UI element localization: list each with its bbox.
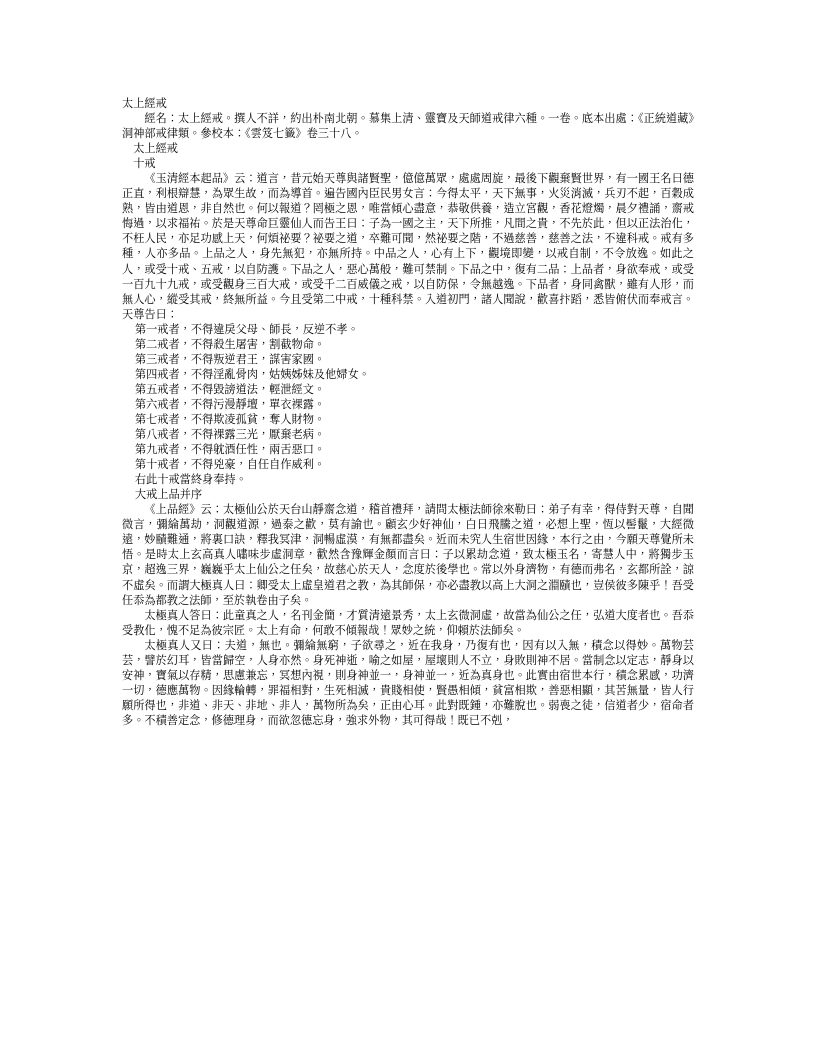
precept-item-6: 第六戒者，不得污漫靜壇，單衣裸露。 [134, 397, 326, 411]
precept-item-9: 第九戒者，不得躭酒任性，兩舌惡口。 [134, 443, 326, 457]
section-heading-ten-precepts: 十戒 [133, 157, 156, 171]
section-heading-great-precepts: 大戒上品并序 [134, 488, 203, 502]
precept-item-8: 第八戒者，不得裸露三光，厭棄老病。 [134, 428, 326, 442]
document-text-body [122, 96, 694, 728]
precept-item-3: 第三戒者，不得叛逆君王，謀害家國。 [134, 352, 326, 366]
precept-item-4: 第四戒者，不得淫亂骨肉，姑姨姊妹及他婦女。 [134, 367, 370, 381]
document-heading-title: 太上經戒 [122, 97, 167, 110]
paragraph-shangpin-jing: 《上品經》云：太極仙公於天台山靜齋念道，稽首禮拜，請問太極法師徐來勒曰：弟子有幸，得侍對天尊，自聞微言，彌綸萬劫，洞觀道源，過泰之歡，莫有諭也。顧玄少好神仙，白日飛騰之道，必想上聖，恆以髻鬣，大經微遠，妙賾難通，將裏口訣，釋我冥津，洞暢虛漠，有無都盡矣。近而未究人生宿世因緣，本行之由，今願天尊覺所未悟。是時太上玄高真人嘯味步虛洞章，歡然含豫輝金顏而言曰：子以累劫念道，致太極玉名，寄慧人中，將獨步玉京，超逸三界，巍巍乎太上仙公之任矣，故慈心於天人，念度於後學也。常以外身濟物，有德而弗名，玄都所詮，諒不虛矣。而謂大極真人曰：卿受太上虛皇道君之教，為其師保，亦必盡教以高上大洞之淵賾也，豈侯彼多陳乎！吾受任忝為都教之法師，至於執卷由子矣。 [122, 503, 694, 607]
colophon-paragraph: 經名：太上經戒。撰人不詳，約出朴南北朝。慕集上清、靈寶及天師道戒律六種。一卷。底本出處：《正統道藏》洞神部戒律類。參校本：《雲笈七籤》卷三十八。 [122, 112, 694, 141]
precept-item-1: 第一戒者，不得違戾父母、師長，反逆不孝。 [134, 322, 359, 336]
precept-item-10: 第十戒者，不得兇豪，自任自作威利。 [134, 458, 326, 472]
precepts-closing-line: 右此十戒當終身奉持。 [134, 473, 247, 487]
paragraph-taiji-answer: 太極真人答曰：此童真之人，名刊金簡，才質清遠景秀，太上玄微洞虛，故當為仙公之任，弘道大度者也。吾忝受教化，愧不足為彼宗匠。太上有命，何敢不傾報哉！眾妙之統，仰賴於法師矣。 [122, 608, 694, 637]
paragraph-yuqing-benqi: 《玉清經本起品》云：道言，昔元始天尊與諸賢聖，億億萬眾，處處周旋，最後下觀棄賢世界，有一國王名曰德正直，利根辯慧，為眾生故，而為導首。遍告國內臣民男女言：今得太平，天下無事，火災消滅，兵刃不起，百穀成熟，皆由道恩，非自然也。何以報道？罔極之恩，唯當傾心盡意，恭敬供養，造立宮觀，香花燈燭，晨夕禮誦，齋戒悔過，以求福祐。於是天尊命巨靈仙人而告王曰：子為一國之主，天下所推，凡間之貴，不先於此，但以正法治化，不枉人民，亦足功感上天，何煩祕要？祕要之道，卒難可聞，然祕要之階，不過慈善，慈善之法，不違科戒。戒有多種，人亦多品。上品之人，身先無犯，亦無所持。中品之人，心有上下，觀境即變，以戒自制，不令放逸。如此之人，或受十戒、五戒，以自防護。下品之人，惡心萬般，難可禁制。下品之中，復有二品：上品者，身欲奉戒，或受一百九十九戒，或受觀身三百大戒，或受千二百威儀之戒，以自防保，令無越逸。下品者，身同禽獸，雖有人形，而無人心，縱受其戒，終無所益。今且受第二中戒，十種科禁。入道初門，諸人聞說，歡喜抃蹈，悉皆俯伏而奉戒言。天尊告曰： [122, 172, 694, 321]
precept-item-7: 第七戒者，不得欺凌孤貧，奪人財物。 [134, 412, 326, 426]
section-heading-inner-title: 太上經戒 [133, 142, 178, 156]
precept-item-5: 第五戒者，不得毀謗道法，輕泄經文。 [134, 382, 326, 396]
paragraph-taiji-further: 太極真人又曰：夫道，無也。彌綸無窮，子欲尋之，近在我身，乃復有也，因有以入無，積念以得妙。萬物芸芸，譬於幻耳，皆當歸空，人身亦然。身死神逝，喻之如屋，屋壞則人不立，身敗則神不居。當制念以定志，靜身以安神，寶氣以存精，思慮兼忘，冥想內視，則身神並一，身神並一，近為真身也。此實由宿世本行，積念累感，功濟一切，德應萬物。因緣輪轉，罪福相對，生死相滅，貴賤相使，賢愚相傾，貧富相欺，善惡相顯，其苦無量，皆人行願所得也，非道、非天、非地、非人，萬物所為矣，正由心耳。此對既鍾，亦難脫也。弱喪之徒，信道者少，宿命者多。不積善定念，修德理身，而欲忽德忘身，強求外物，其可得哉！既已不剋， [122, 638, 694, 727]
precept-item-2: 第二戒者，不得殺生屠害，割截物命。 [134, 337, 326, 351]
